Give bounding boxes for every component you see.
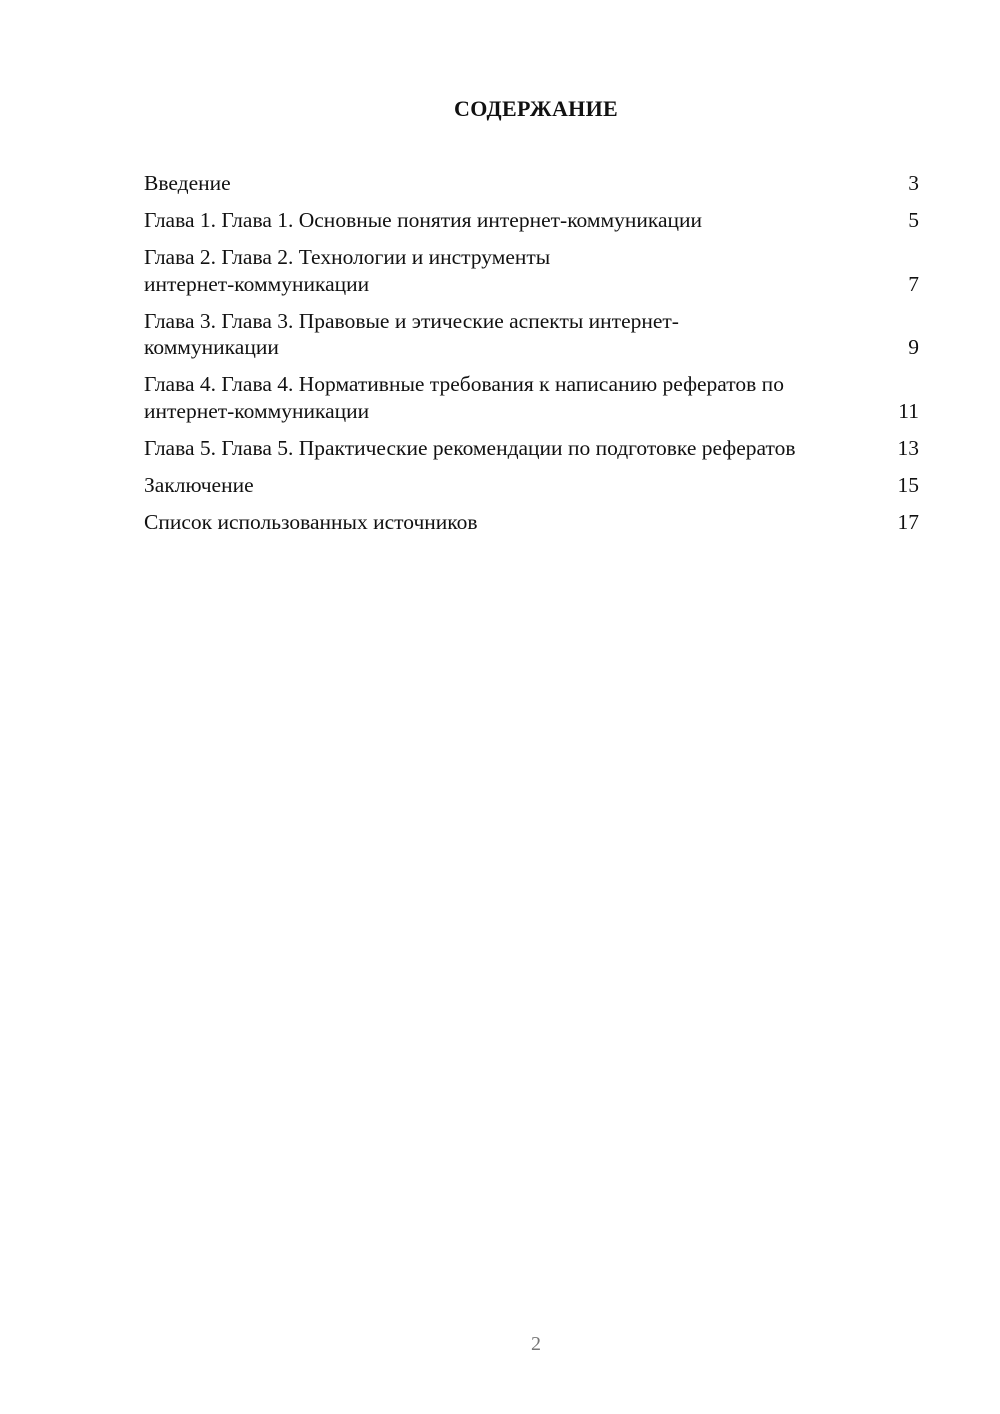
toc-entry-references [144,509,919,536]
toc-entry-page: 17 [897,509,919,534]
toc-entry-text: Введение [144,171,231,195]
table-of-contents [144,170,919,546]
toc-entry-page: 5 [908,208,919,232]
toc-entry-page: 13 [897,435,919,460]
toc-entry-text: Глава 3. Глава 3. Правовые и этические аспекты интернет-коммуникации [144,308,679,359]
toc-entry-page: 11 [898,398,919,423]
toc-entry-chapter-5 [144,435,919,462]
toc-entry-page: 3 [908,171,919,195]
toc-entry-chapter-1 [144,207,919,234]
toc-entry-conclusion [144,472,919,499]
toc-entry-chapter-2 [144,244,919,297]
toc-entry-introduction [144,170,919,197]
toc-title: СОДЕРЖАНИЕ [454,96,618,121]
toc-entry-text: Заключение [144,472,254,497]
toc-entry-chapter-4 [144,371,919,424]
toc-entry-text: Глава 5. Глава 5. Практические рекомендации по подготовке рефератов [144,435,796,460]
toc-entry-page: 9 [908,335,919,359]
toc-entry-chapter-3 [144,308,919,361]
toc-entry-text: Список использованных источников [144,509,478,534]
page-number: 2 [531,1333,541,1355]
toc-entry-text: Глава 4. Глава 4. Нормативные требования к написанию рефератов по интернет-коммуникации [144,372,784,423]
toc-entry-text: Глава 2. Глава 2. Технологии и инструменты интернет-коммуникации [144,245,551,296]
toc-entry-page: 7 [908,271,919,296]
toc-entry-page: 15 [897,472,919,497]
toc-entry-text: Глава 1. Глава 1. Основные понятия интернет-коммуникации [144,208,703,232]
